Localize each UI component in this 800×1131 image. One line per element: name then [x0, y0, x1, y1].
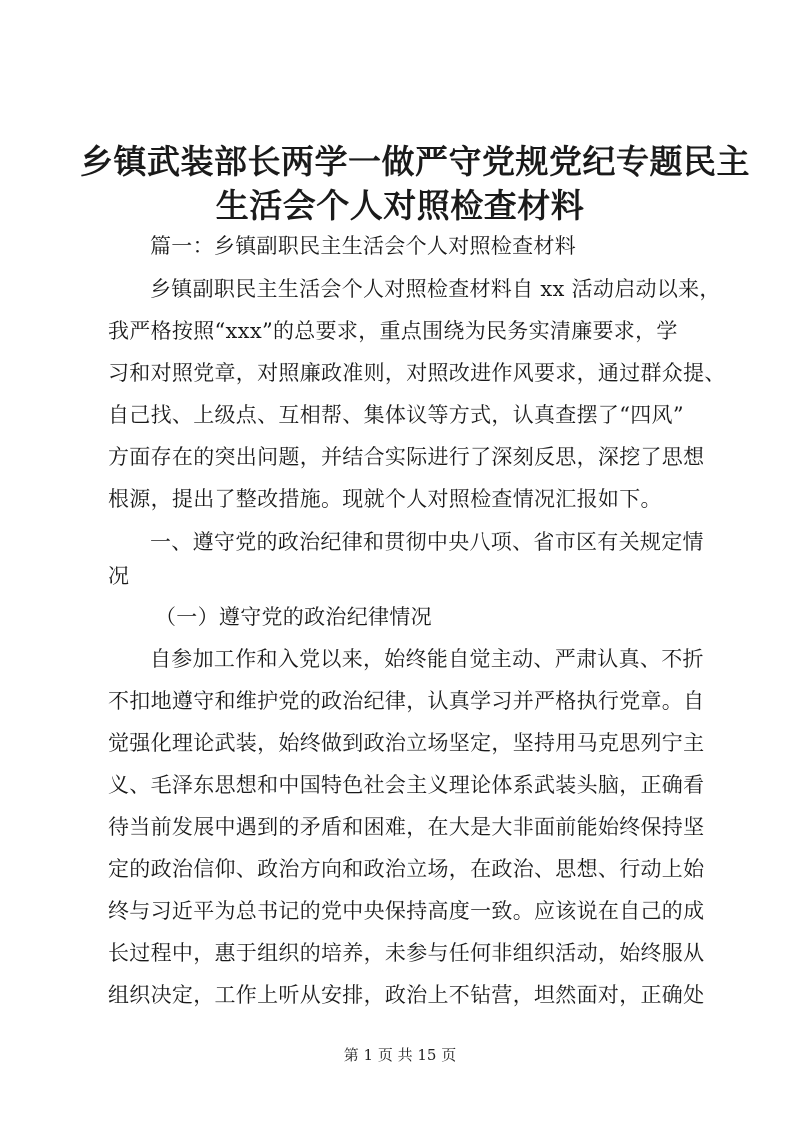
paragraph-line: 义、毛泽东思想和中国特色社会主义理论体系武装头脑，正确看 — [108, 773, 705, 797]
section-heading: 篇一：乡镇副职民主生活会个人对照检查材料 — [150, 234, 576, 258]
paragraph-line: 乡镇副职民主生活会个人对照检查材料自 xx 活动启动以来， — [150, 277, 721, 301]
paragraph-line: 不扣地遵守和维护党的政治纪律，认真学习并严格执行党章。自 — [108, 689, 705, 713]
paragraph-line: 终与习近平为总书记的党中央保持高度一致。应该说在自己的成 — [108, 899, 705, 923]
paragraph-line: 觉强化理论武装，始终做到政治立场坚定，坚持用马克思列宁主 — [108, 731, 705, 755]
paragraph-line: 根源，提出了整改措施。现就个人对照检查情况汇报如下。 — [108, 487, 662, 511]
paragraph-line: 组织决定，工作上听从安排，政治上不钻营，坦然面对，正确处 — [108, 983, 705, 1007]
paragraph-line: 自参加工作和入党以来，始终能自觉主动、严肃认真、不折 — [150, 647, 704, 671]
paragraph-line: 我严格按照“xxx”的总要求，重点围绕为民务实清廉要求，学 — [108, 319, 678, 343]
paragraph-line: 自己找、上级点、互相帮、集体议等方式，认真查摆了“四风” — [108, 403, 684, 427]
paragraph-line: 定的政治信仰、政治方向和政治立场，在政治、思想、行动上始 — [108, 857, 705, 881]
paragraph-line: 待当前发展中遇到的矛盾和困难，在大是大非面前能始终保持坚 — [108, 815, 705, 839]
document-title-line-1: 乡镇武装部长两学一做严守党规党纪专题民主 — [80, 142, 750, 181]
section-heading: 一、遵守党的政治纪律和贯彻中央八项、省市区有关规定情 — [150, 530, 704, 554]
paragraph-line: 长过程中，惠于组织的培养，未参与任何非组织活动，始终服从 — [108, 941, 705, 965]
page-number: 第 1 页 共 15 页 — [343, 1046, 457, 1064]
section-heading-continuation: 况 — [108, 564, 130, 588]
document-title-line-2: 生活会个人对照检查材料 — [215, 186, 585, 225]
paragraph-line: 方面存在的突出问题，并结合实际进行了深刻反思，深挖了思想 — [108, 445, 705, 469]
paragraph-line: 习和对照党章，对照廉政准则，对照改进作风要求，通过群众提、 — [108, 361, 726, 385]
subsection-heading: （一）遵守党的政治纪律情况 — [155, 605, 432, 629]
